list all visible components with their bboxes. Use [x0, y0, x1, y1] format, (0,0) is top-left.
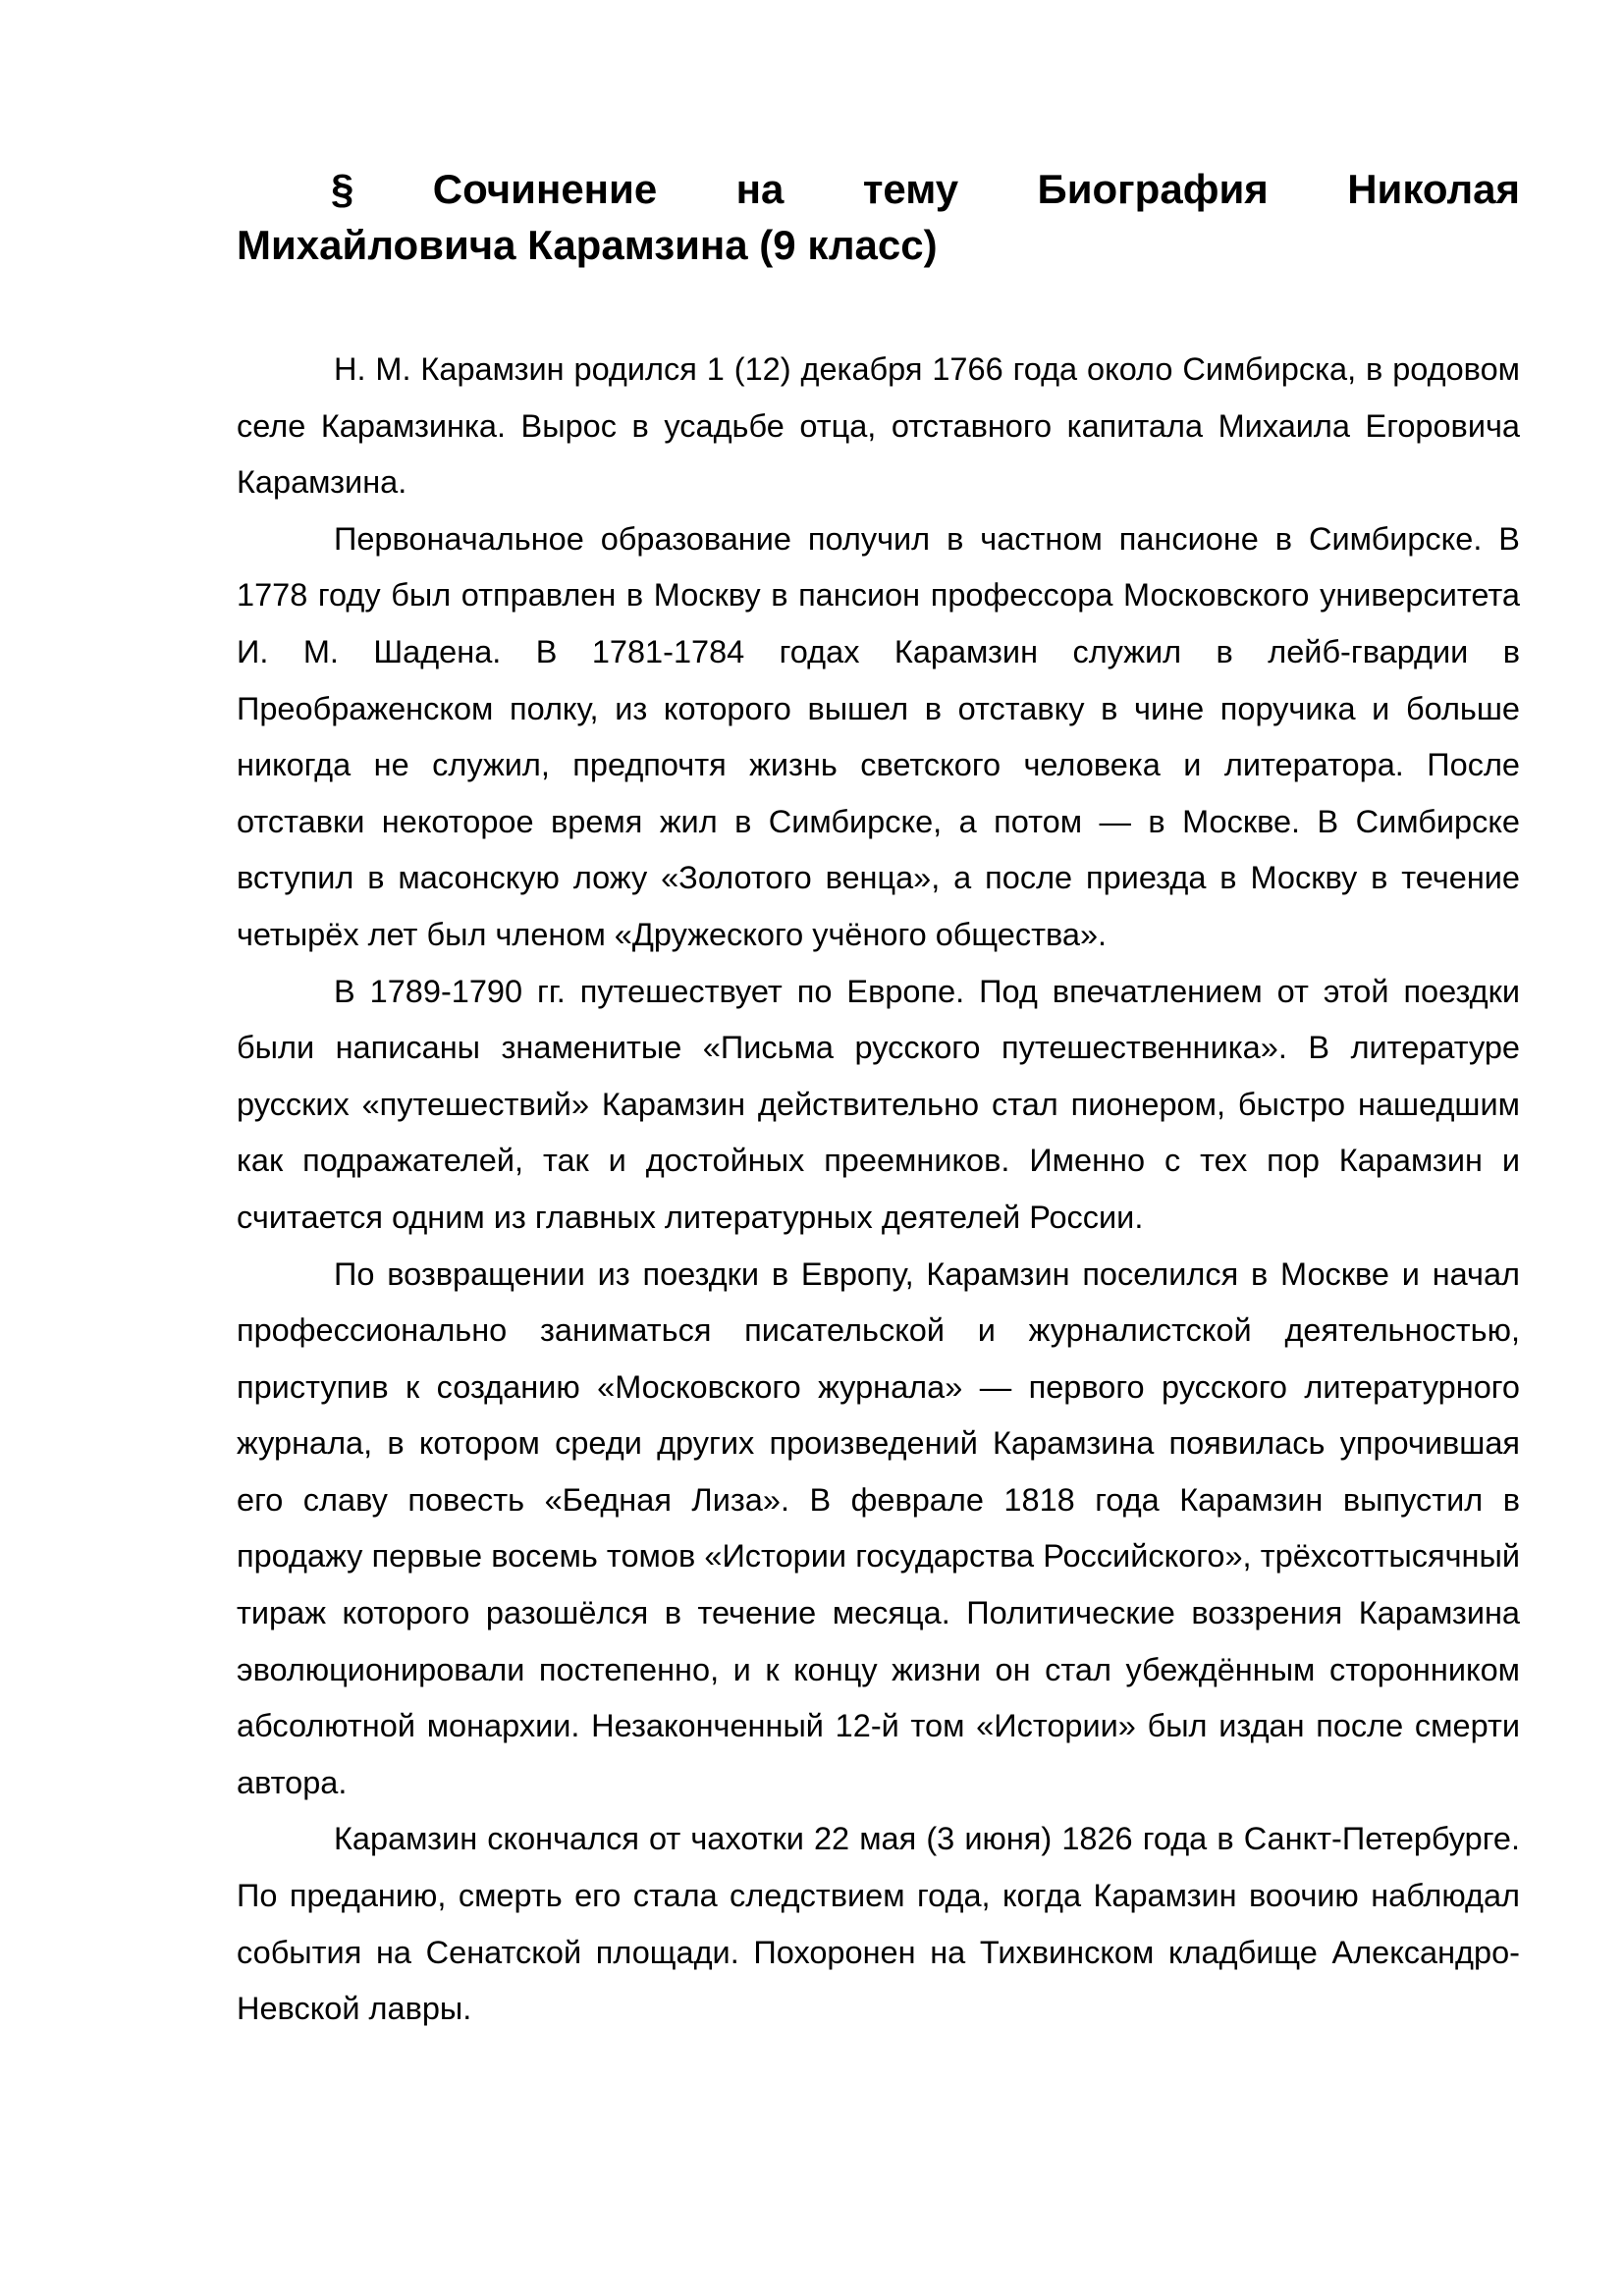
paragraph-birth: Н. М. Карамзин родился 1 (12) декабря 1766 года около Симбирска, в родовом селе Карамзинка. Вырос в усадьбе отца, отставного капитала Михаила Егоровича Карамзина. [237, 351, 1520, 501]
title-line-1: § Сочинение на тему Биография Николая [331, 166, 1520, 212]
document-title [237, 161, 1520, 273]
document-body [237, 342, 1520, 2038]
title-line-2: Михайловича Карамзина (9 класс) [237, 222, 938, 268]
paragraph-education: Первоначальное образование получил в частном пансионе в Симбирске. В 1778 году был отправлен в Москву в пансион профессора Московского университета И. М. Шадена. В 1781-1784 годах Карамзин служил в лейб-гвардии в Преображенском полку, из которого вышел в отставку в чине поручика и больше никогда не служил, предпочтя жизнь светского человека и литератора. После отставки некоторое время жил в Симбирске, а потом — в Москве. В Симбирске вступил в масонскую ложу «Золотого венца», а после приезда в Москву в течение четырёх лет был членом «Дружеского учёного общества». [237, 520, 1520, 952]
paragraph-death: Карамзин скончался от чахотки 22 мая (3 июня) 1826 года в Санкт-Петербурге. По преданию, смерть его стала следствием года, когда Карамзин воочию наблюдал события на Сенатской площади. Похоронен на Тихвинском кладбище Александро-Невской лавры. [237, 1821, 1520, 2027]
paragraph-travels: В 1789-1790 гг. путешествует по Европе. Под впечатлением от этой поездки были написаны знаменитые «Письма русского путешественника». В литературе русских «путешествий» Карамзин действительно стал пионером, быстро нашедшим как подражателей, так и достойных преемников. Именно с тех пор Карамзин и считается одним из главных литературных деятелей России. [237, 973, 1520, 1235]
paragraph-career: По возвращении из поездки в Европу, Карамзин поселился в Москве и начал профессионально заниматься писательской и журналистской деятельностью, приступив к созданию «Московского журнала» — первого русского литературного журнала, в котором среди других произведений Карамзина появилась упрочившая его славу повесть «Бедная Лиза». В феврале 1818 года Карамзин выпустил в продажу первые восемь томов «Истории государства Российского», трёхсоттысячный тираж которого разошёлся в течение месяца. Политические воззрения Карамзина эволюционировали постепенно, и к концу жизни он стал убеждённым сторонником абсолютной монархии. Незаконченный 12-й том «Истории» был издан после смерти автора. [237, 1255, 1520, 1800]
